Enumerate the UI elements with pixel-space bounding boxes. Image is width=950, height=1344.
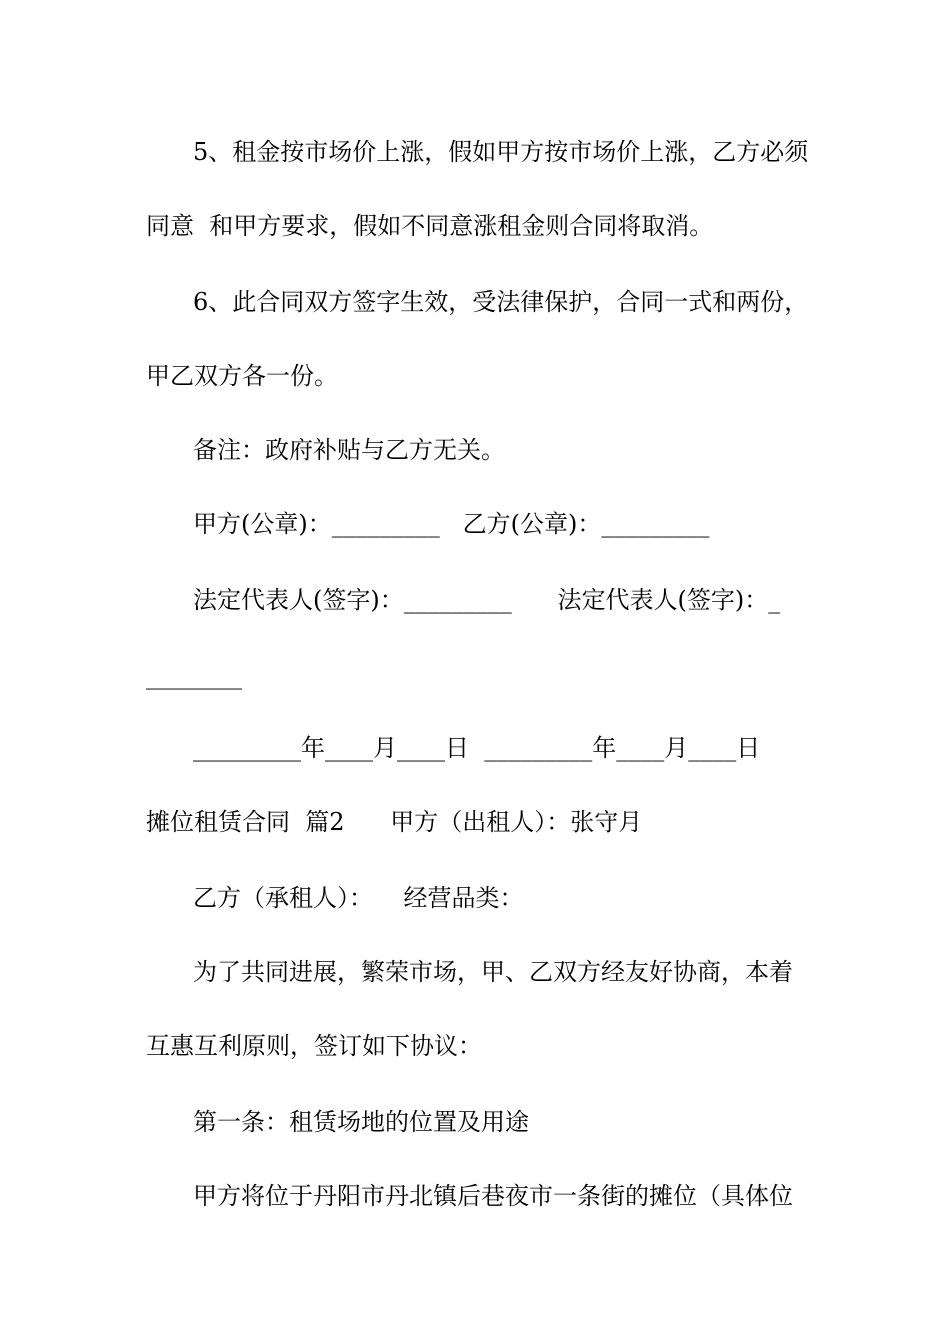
party-b-line: 乙方（承租人）： 经营品类： — [193, 884, 524, 912]
article-1-line-1: 甲方将位于丹阳市丹北镇后巷夜市一条街的摊位（具体位 — [193, 1182, 793, 1210]
clause-5-line-1: 5、租金按市场价上涨，假如甲方按市场价上涨，乙方必须 — [193, 138, 809, 166]
remark-line: 备注：政府补贴与乙方无关。 — [193, 436, 505, 464]
representative-signature-line: 法定代表人(签字)：_________ 法定代表人(签字)：_ — [193, 586, 781, 614]
preamble-line-1: 为了共同进展，繁荣市场，甲、乙双方经友好协商，本着 — [193, 958, 793, 986]
contract-heading-line: 摊位租赁合同 篇2 甲方（出租人）：张守月 — [146, 808, 643, 836]
clause-6-line-2: 甲乙双方各一份。 — [146, 362, 338, 390]
representative-signature-continuation: ________ — [146, 662, 242, 690]
clause-5-line-2: 同意 和甲方要求，假如不同意涨租金则合同将取消。 — [146, 212, 714, 240]
date-line: _________年____月____日 _________年____月____日 — [193, 734, 761, 762]
preamble-line-2: 互惠互利原则，签订如下协议： — [146, 1032, 482, 1060]
article-1-heading: 第一条：租赁场地的位置及用途 — [193, 1108, 529, 1136]
clause-6-line-1: 6、此合同双方签字生效，受法律保护，合同一式和两份， — [193, 288, 809, 316]
seal-line: 甲方(公章)：_________ 乙方(公章)：_________ — [193, 510, 710, 538]
